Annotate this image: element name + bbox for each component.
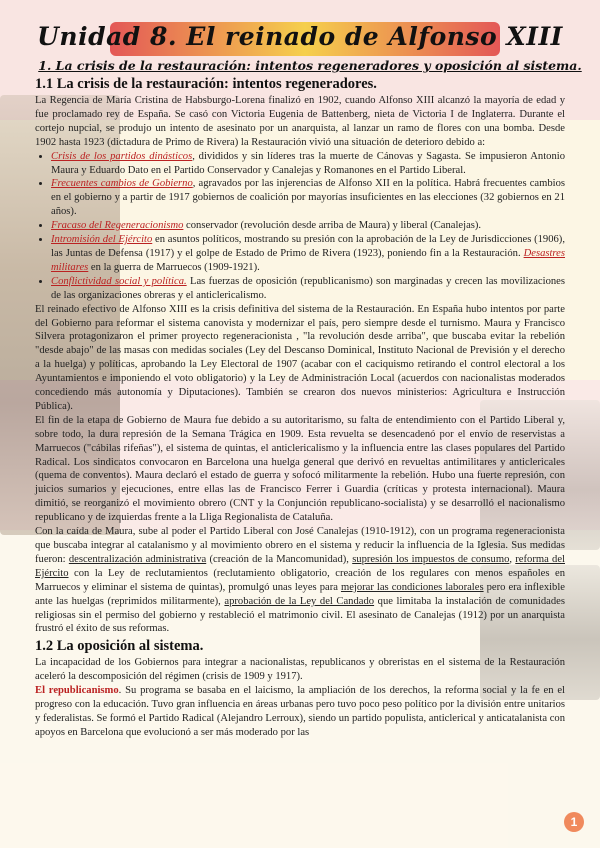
list-item bbox=[51, 219, 565, 233]
paragraph-text: . Su programa se basaba en el laicismo, la ampliación de los derechos, la reforma social y la fe en el progreso con la educación. Tuvo gran influencia en áreas urbanas pero tuvo poco peso político por la división entre unitarios y federalistas. Se formó el Partido Radical (Alejandro Lerroux), siendo un partido populista, anticlerical y anticatalanista con apoyos en Barcelona que evolucionó a ser más moderado por las bbox=[35, 685, 566, 738]
paragraph-text: pero era inflexible ante las huelgas (reprimidos militarmente), bbox=[35, 581, 565, 607]
list-item-text: , divididos y sin líderes tras la muerte de Cánovas y Sagasta. Se impusieron Antonio Maura y Eduardo Dato en el Partido Conservador y Canalejas y Romanones en el Partido Liberal. bbox=[51, 150, 566, 176]
republicanism-label: El republicanismo bbox=[35, 685, 119, 697]
paragraph-text: , bbox=[509, 553, 516, 565]
main-content bbox=[35, 76, 565, 740]
list-item-text: en la guerra de Marruecos (1909-1921). bbox=[88, 261, 260, 273]
term-highlight: Frecuentes cambios de Gobierno bbox=[51, 178, 193, 190]
measure-term: supresión los impuestos de consumo bbox=[352, 553, 510, 565]
measure-term: aprobación de la Ley del Candado bbox=[224, 595, 375, 607]
measure-term: mejorar las condiciones laborales bbox=[340, 581, 484, 593]
maura-paragraph: El reinado efectivo de Alfonso XIII es la crisis definitiva del sistema de la Restauración. En España hubo intentos por parte del Gobierno para reformar el sistema canovista y modernizar el país, pero siempre desde el turnismo. Maura y Francisco Silvera protagonizaron el primer proyecto regeneracionista , "la revolución desde arriba", que buscaba evitar la rebelión "desde abajo" de las masas con medidas sociales (Ley del Descanso Dominical, Instituto Nacional de Previsión y el derecho a la huelga) y políticas, aprobando la Ley Electoral de 1907 (acabar con el caciquismo retirando el control electoral a los Ayuntamientos e imponiendo el voto obligatorio) y la Ley de Administración Local (acuerdos con nacionalistas moderados concediendo más autonomía y Diputaciones). También se crearon dos nuevos ministerios: Agricultura e Instrucción Pública). bbox=[35, 303, 565, 412]
paragraph-text: Con la caída de Maura, sube al poder el Partido Liberal con José Canalejas (1910-1912), con un programa regeneracionista que buscaba integrar al catalanismo y al movimiento obrero en el sistema y reducir la influencia de la Iglesia. Sus medidas fueron: bbox=[35, 526, 565, 565]
list-item bbox=[51, 275, 565, 303]
term-highlight: Conflictividad social y política. bbox=[51, 275, 187, 287]
list-item-text: en asuntos políticos, mostrando su presión con la aprobación de la Ley de Jurisdicciones (1906), las Juntas de Defensa (1917) y el golpe de Estado de Primo de Rivera (1923), poniendo fin a la Restauración. bbox=[51, 234, 565, 259]
canalejas-paragraph bbox=[35, 525, 565, 636]
list-item bbox=[51, 177, 565, 219]
term-highlight: Desastres militares bbox=[51, 247, 565, 273]
term-highlight: Crisis de los partidos dinásticos bbox=[51, 150, 193, 162]
title-container bbox=[0, 22, 600, 51]
list-item bbox=[51, 150, 565, 178]
term-highlight: Intromisión del Ejército bbox=[51, 234, 153, 246]
list-item-text: conservador (revolución desde arriba de Maura) y liberal (Canalejas). bbox=[183, 220, 482, 232]
paragraph-text: que limitaba la instalación de comunidades religiosas sin el permiso del gobierno y restableció el matrimonio civil. El asesinato de Canalejas (1912) por un anarquista frustró el éxito de sus reformas. bbox=[35, 595, 565, 635]
crisis-causes-list bbox=[35, 150, 565, 303]
list-item-text: Las fuerzas de oposición (republicanismo) son marginadas y crecen las movilizaciones de las organizaciones obreras y el anticlericalismo. bbox=[51, 275, 565, 301]
list-item bbox=[51, 233, 565, 275]
list-item-text: , agravados por las injerencias de Alfonso XII en la política. Habrá frecuentes cambios en el gobierno y a partir de 1917 gobiernos de coalición por mayorías insuficientes en las elecciones (32 gobiernos en 21 años). bbox=[51, 178, 565, 218]
section-2-heading: 1.2 La oposición al sistema. bbox=[35, 638, 204, 655]
page-number-badge: 1 bbox=[564, 812, 584, 832]
semana-tragica-paragraph: El fin de la etapa de Gobierno de Maura fue debido a su autoritarismo, su falta de entendimiento con el Partido Liberal y, sobre todo, la dura represión de la Semana Trágica en 1909. Esta revuelta se desencadenó por el envío de reservistas a Marruecos ("cábilas rifeñas"), el sistema de quintas, el anticlericalismo y la influencia entre las clases populares del Partido Radical. Los sindicatos convocaron en Barcelona una huelga general que derivó en revueltas antimilitares y anticlericales (quema de conventos). Maura declaró el estado de guerra y sofocó militarmente la rebelión. Hubo una fuerte represión, con juicios sumarios y ejecuciones, entre ellas las de Francisco Ferrer i Guardia (críticas y protesta internacional). Maura dimitió, se reorganizó el movimiento obrero (CNT y la Conjunción republicano-socialista) y se desarrolló el nacionalismo republicano y de izquierdas frente a la Lliga Regionalista de Cataluña. bbox=[35, 414, 565, 524]
term-highlight: Fracaso del Regeneracionismo bbox=[51, 220, 184, 232]
section-1-heading: 1.1 La crisis de la restauración: intentos regeneradores. bbox=[35, 76, 377, 92]
paragraph-text: (creación de la Mancomunidad), bbox=[206, 553, 353, 565]
section-2-intro: La incapacidad de los Gobiernos para integrar a nacionalistas, republicanos y obreristas en el sistema de la Restauración aceleró la descomposición del régimen (crisis de 1909 y 1917). bbox=[35, 657, 565, 683]
paragraph-text: con la Ley de reclutamientos (reclutamiento obligatorio, creación de los regulares con menos españoles en Marruecos y eliminar el sistema de quintas), promulgó unas leyes para bbox=[35, 567, 565, 593]
page-subtitle: 1. La crisis de la restauración: intentos regeneradores y oposición al sistema. bbox=[38, 58, 582, 73]
measure-term: reforma del Ejército bbox=[35, 553, 565, 579]
section-1-intro: La Regencia de María Cristina de Habsburgo-Lorena finalizó en 1902, cuando Alfonso XIII alcanzó la mayoría de edad y fue proclamado rey de España. Se casó con Victoria Eugenia de Battenberg, nieta de Victoria I de Inglaterra. Durante el cortejo nupcial, se produjo un intento de asesinato por un anarquista, al lanzar un ramo de flores con una bomba. Desde 1902 hasta 1923 (dictadura de Primo de Rivera) la Restauración vivió una situación de deterioro debido a: bbox=[35, 95, 565, 148]
page-title: Unidad 8. El reinado de Alfonso XIII bbox=[37, 22, 563, 51]
measure-term: descentralización administrativa bbox=[68, 553, 207, 565]
republicanism-paragraph bbox=[35, 684, 565, 740]
